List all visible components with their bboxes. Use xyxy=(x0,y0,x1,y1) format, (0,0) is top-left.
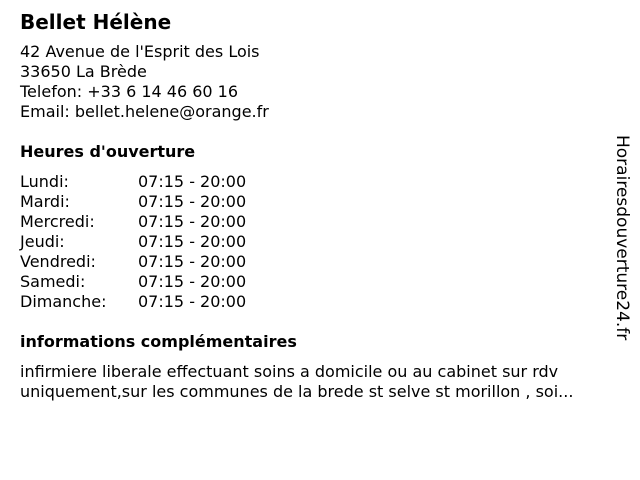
hours-row-wednesday xyxy=(20,212,610,232)
opening-hours-heading: Heures d'ouverture xyxy=(20,142,196,161)
hours-time: 07:15 - 20:00 xyxy=(138,252,247,271)
hours-row-friday xyxy=(20,252,610,272)
hours-time: 07:15 - 20:00 xyxy=(138,212,247,231)
hours-time: 07:15 - 20:00 xyxy=(138,232,247,251)
hours-time: 07:15 - 20:00 xyxy=(138,272,247,291)
hours-row-thursday xyxy=(20,232,610,252)
hours-time: 07:15 - 20:00 xyxy=(138,292,247,311)
address-street: 42 Avenue de l'Esprit des Lois xyxy=(20,42,260,61)
hours-day: Mercredi: xyxy=(20,212,95,231)
business-card xyxy=(20,10,610,402)
additional-info-line: uniquement,sur les communes de la brede st selve st morillon , soi... xyxy=(20,382,574,401)
hours-row-saturday xyxy=(20,272,610,292)
hours-day: Lundi: xyxy=(20,172,69,191)
hours-time: 07:15 - 20:00 xyxy=(138,192,247,211)
hours-day: Mardi: xyxy=(20,192,70,211)
email-line: Email: bellet.helene@orange.fr xyxy=(20,102,269,121)
hours-time: 07:15 - 20:00 xyxy=(138,172,247,191)
hours-row-monday xyxy=(20,172,610,192)
address-city: 33650 La Brède xyxy=(20,62,147,81)
hours-row-tuesday xyxy=(20,192,610,212)
hours-row-sunday xyxy=(20,292,610,312)
hours-day: Vendredi: xyxy=(20,252,96,271)
additional-info-heading: informations complémentaires xyxy=(20,332,297,351)
phone-line: Telefon: +33 6 14 46 60 16 xyxy=(20,82,239,101)
contact-block xyxy=(20,42,610,122)
hours-day: Jeudi: xyxy=(20,232,65,251)
site-watermark: Horairesdouverture24.fr xyxy=(612,135,632,341)
additional-info-text xyxy=(20,362,625,402)
business-name: Bellet Hélène xyxy=(20,10,172,34)
hours-day: Samedi: xyxy=(20,272,86,291)
hours-day: Dimanche: xyxy=(20,292,107,311)
additional-info-line: infirmiere liberale effectuant soins a domicile ou au cabinet sur rdv xyxy=(20,362,559,381)
opening-hours-table xyxy=(20,172,610,312)
